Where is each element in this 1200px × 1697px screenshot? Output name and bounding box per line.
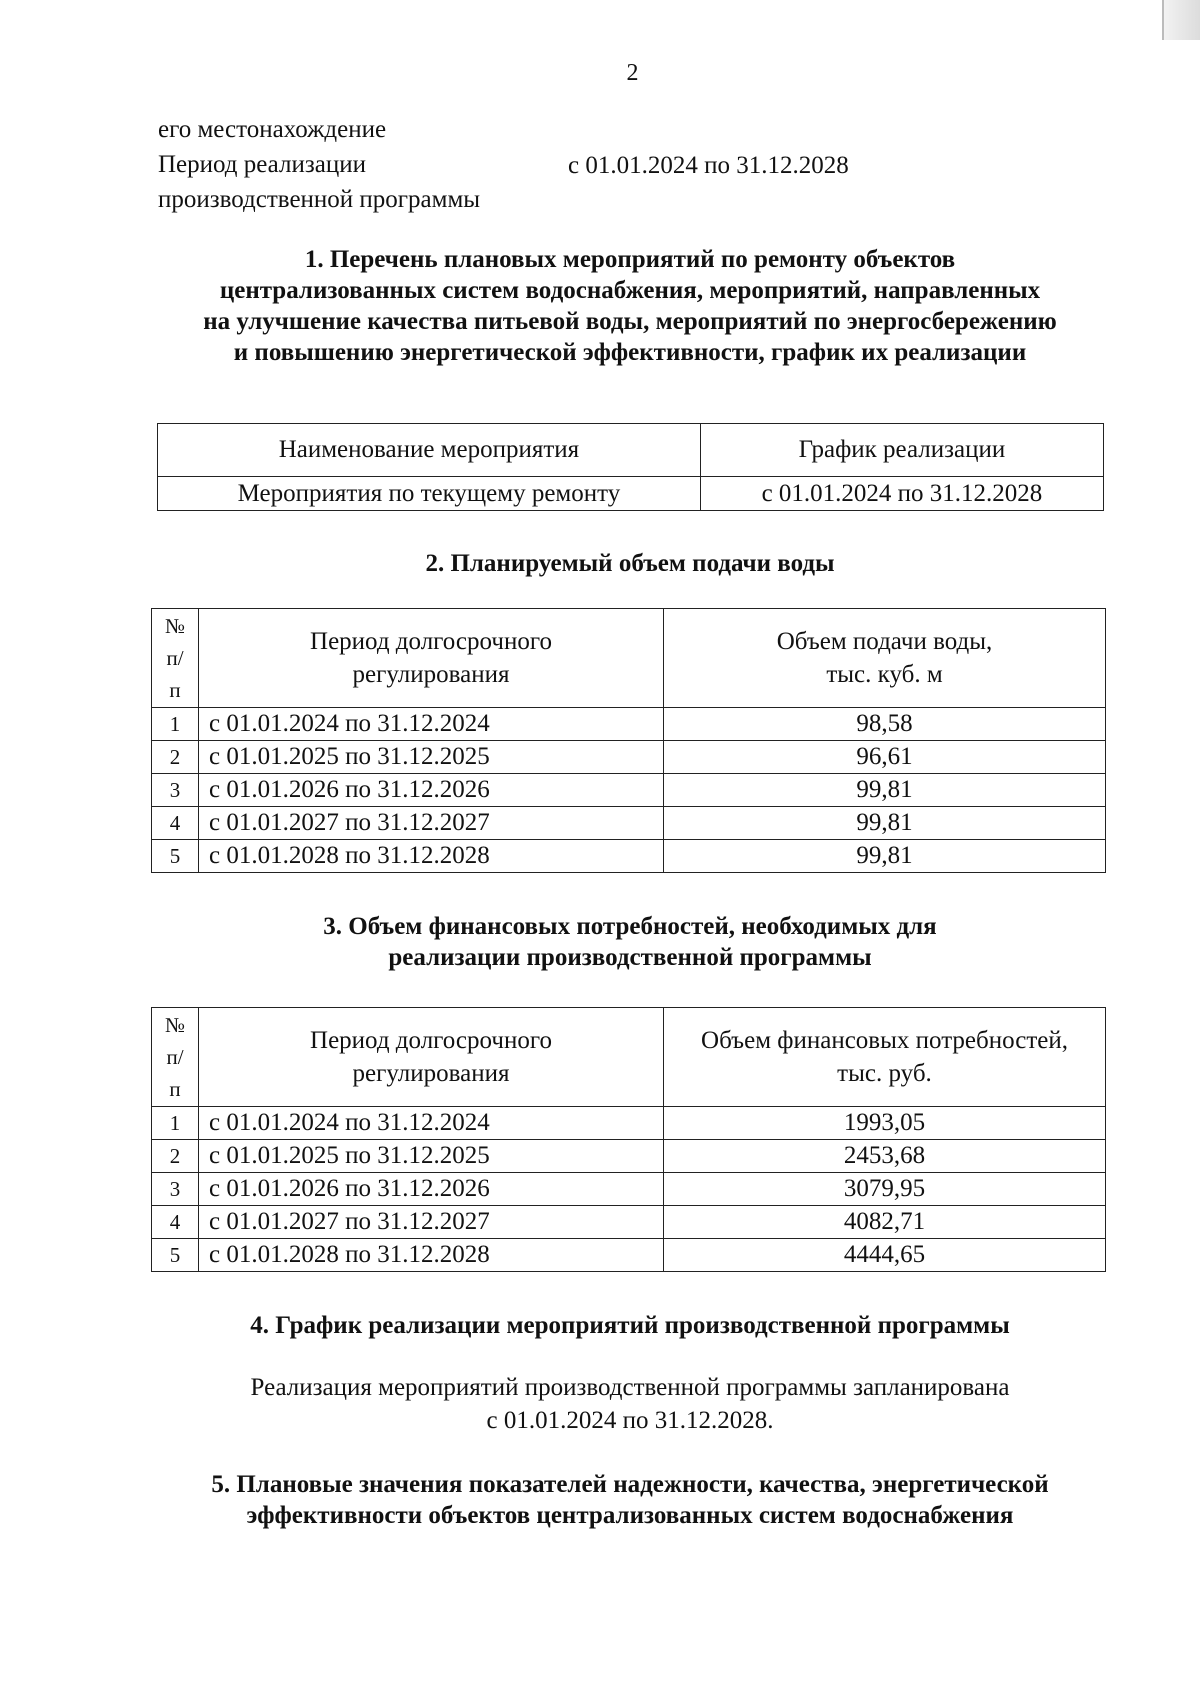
intro-period-value: с 01.01.2024 по 31.12.2028	[568, 152, 849, 179]
row-number: 4	[152, 807, 199, 840]
heading-line: 1. Перечень плановых мероприятий по ремонту объектов	[304, 246, 956, 273]
row-value: 99,81	[664, 840, 1106, 873]
row-value: 2453,68	[664, 1140, 1106, 1173]
row-number: 3	[152, 774, 199, 807]
row-number: 2	[152, 741, 199, 774]
table-row	[152, 774, 1106, 807]
row-number: 4	[152, 1206, 199, 1239]
header-volume-line: Объем подачи воды,	[776, 628, 993, 655]
section2-heading: 2. Планируемый объем подачи воды	[425, 550, 835, 577]
table-row	[158, 477, 1104, 511]
row-number: 2	[152, 1140, 199, 1173]
table-header-row	[158, 424, 1104, 477]
row-period: с 01.01.2028 по 31.12.2028	[199, 1239, 664, 1272]
paragraph-line: с 01.01.2024 по 31.12.2028.	[486, 1407, 774, 1434]
row-value: 1993,05	[664, 1107, 1106, 1140]
row-value: 3079,95	[664, 1173, 1106, 1206]
table-row	[152, 708, 1106, 741]
intro-line-1: его местонахождение	[158, 116, 387, 143]
table-header-row	[152, 1008, 1106, 1107]
intro-line-2: Период реализации	[158, 151, 366, 178]
table-row	[152, 741, 1106, 774]
row-period: с 01.01.2028 по 31.12.2028	[199, 840, 664, 873]
row-period: с 01.01.2024 по 31.12.2024	[199, 708, 664, 741]
schedule-cell: с 01.01.2024 по 31.12.2028	[700, 477, 1103, 511]
row-period: с 01.01.2025 по 31.12.2025	[199, 1140, 664, 1173]
header-number-line: п/	[166, 646, 184, 670]
header-number-line: п	[169, 1077, 181, 1101]
header-period	[199, 1008, 664, 1107]
row-period: с 01.01.2026 по 31.12.2026	[199, 1173, 664, 1206]
activities-table	[157, 423, 1104, 511]
header-volume-line: тыс. куб. м	[826, 661, 943, 688]
paragraph-line: Реализация мероприятий производственной программы запланирована	[250, 1374, 1010, 1401]
header-number	[152, 1008, 199, 1107]
heading-line: реализации производственной программы	[388, 944, 872, 971]
row-value: 99,81	[664, 774, 1106, 807]
header-number	[152, 609, 199, 708]
header-number-line: п	[169, 678, 181, 702]
heading-line: и повышению энергетической эффективности, график их реализации	[233, 339, 1027, 366]
row-period: с 01.01.2026 по 31.12.2026	[199, 774, 664, 807]
header-period-line: регулирования	[352, 1060, 510, 1087]
header-activity-name: Наименование мероприятия	[158, 424, 701, 477]
page-number: 2	[626, 60, 639, 86]
table-row	[152, 840, 1106, 873]
table-header-row	[152, 609, 1106, 708]
row-value: 99,81	[664, 807, 1106, 840]
row-number: 1	[152, 1107, 199, 1140]
table-row	[152, 1206, 1106, 1239]
header-financial-volume	[664, 1008, 1106, 1107]
heading-line: централизованных систем водоснабжения, мероприятий, направленных	[219, 277, 1041, 304]
heading-line: 3. Объем финансовых потребностей, необходимых для	[323, 913, 937, 940]
row-value: 4444,65	[664, 1239, 1106, 1272]
header-financial-line: тыс. руб.	[837, 1060, 932, 1087]
section5-heading	[140, 1469, 1120, 1531]
row-value: 4082,71	[664, 1206, 1106, 1239]
intro-labels	[158, 112, 480, 217]
row-period: с 01.01.2027 по 31.12.2027	[199, 807, 664, 840]
row-number: 3	[152, 1173, 199, 1206]
section4-text	[140, 1371, 1120, 1437]
intro-line-3: производственной программы	[158, 186, 481, 213]
section4-heading: 4. График реализации мероприятий производственной программы	[250, 1312, 1010, 1339]
header-schedule: График реализации	[700, 424, 1103, 477]
header-period-line: Период долгосрочного	[310, 628, 552, 655]
header-period	[199, 609, 664, 708]
header-number-line: п/	[166, 1045, 184, 1069]
header-volume	[664, 609, 1106, 708]
header-period-line: Период долгосрочного	[310, 1027, 552, 1054]
table-row	[152, 807, 1106, 840]
header-financial-line: Объем финансовых потребностей,	[701, 1027, 1068, 1054]
section1-heading	[140, 244, 1120, 368]
financial-needs-table	[151, 1007, 1106, 1272]
row-number: 5	[152, 1239, 199, 1272]
heading-line: 5. Плановые значения показателей надежности, качества, энергетической	[211, 1471, 1049, 1498]
row-value: 98,58	[664, 708, 1106, 741]
water-supply-table	[151, 608, 1106, 873]
table-row	[152, 1107, 1106, 1140]
row-period: с 01.01.2027 по 31.12.2027	[199, 1206, 664, 1239]
row-period: с 01.01.2025 по 31.12.2025	[199, 741, 664, 774]
heading-line: на улучшение качества питьевой воды, мероприятий по энергосбережению	[203, 308, 1057, 335]
table-row	[152, 1140, 1106, 1173]
table-row	[152, 1173, 1106, 1206]
table-row	[152, 1239, 1106, 1272]
row-value: 96,61	[664, 741, 1106, 774]
header-number-line: №	[164, 1013, 186, 1037]
heading-line: эффективности объектов централизованных систем водоснабжения	[246, 1502, 1014, 1529]
section3-heading	[140, 911, 1120, 973]
row-number: 5	[152, 840, 199, 873]
row-number: 1	[152, 708, 199, 741]
row-period: с 01.01.2024 по 31.12.2024	[199, 1107, 664, 1140]
scan-edge-artifact	[1162, 0, 1200, 40]
activity-name-cell: Мероприятия по текущему ремонту	[158, 477, 701, 511]
header-number-line: №	[164, 614, 186, 638]
header-period-line: регулирования	[352, 661, 510, 688]
